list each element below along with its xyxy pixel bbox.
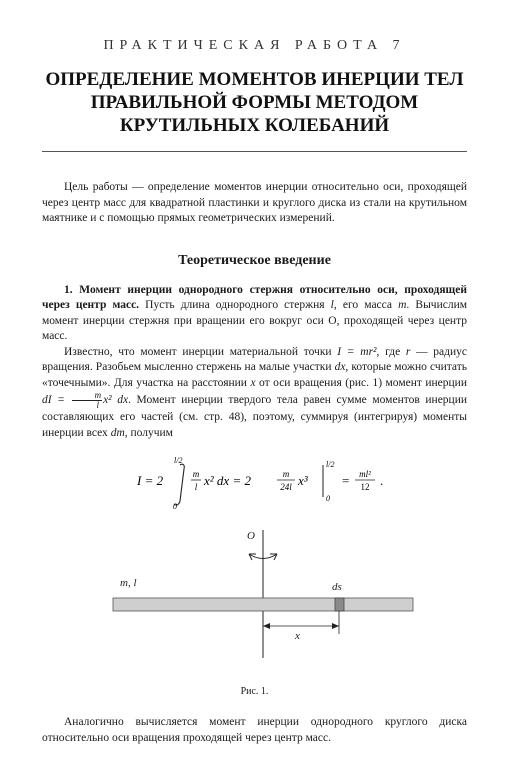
closing-paragraph: Аналогично вычисляется момент инерции однородного круглого диска относительно оси вращения проходящей через центр масс.	[42, 716, 467, 744]
frac3-den: 12	[360, 482, 370, 492]
fraction-denominator: l	[96, 400, 100, 410]
math-variable: x	[250, 376, 256, 389]
fraction-numerator: m	[72, 391, 103, 401]
figure-caption: Рис. 1.	[240, 686, 269, 697]
title-divider	[42, 151, 467, 152]
text-fragment: , где	[376, 345, 401, 358]
math-variable: r	[405, 345, 411, 358]
text-fragment: — радиус вращения. Разобьем мысленно стержень на малые участки	[42, 345, 467, 373]
element-label: ds	[332, 581, 342, 593]
distance-arrow-right	[332, 623, 339, 629]
text-fragment: , которые можно считать «точечными». Для участка на расстоянии	[42, 361, 468, 389]
section-title: Теоретическое введение	[178, 252, 331, 268]
inline-fraction	[72, 391, 103, 410]
frac1-den: l	[194, 482, 198, 492]
math-variable: dm	[110, 426, 125, 439]
title-line-2: ПРАВИЛЬНОЙ ФОРМЫ МЕТОДОМ	[90, 92, 419, 113]
formula-equals: =	[342, 473, 350, 488]
frac2-den: 24l	[280, 482, 292, 492]
text-fragment: , получим	[124, 426, 173, 439]
bar-lower-limit: 0	[326, 494, 330, 503]
paragraph-rod-moment	[42, 283, 467, 345]
goal-paragraph: Цель работы — определение моментов инерции относительно оси, проходящей через центр масс для квадратной пластинки и круглого диска из стали на крутильном маятнике и с помощью прямых геометрических измерений.	[42, 181, 467, 224]
frac3-num: ml²	[359, 469, 371, 479]
bar-upper-limit: l/2	[326, 460, 335, 469]
paragraph-heading: 1. Момент инерции однородного стержня относительно оси, проходящей через центр масс.	[42, 283, 467, 311]
rod-label: m, l	[120, 577, 137, 589]
frac2-num: m	[282, 469, 290, 479]
chapter-header: ПРАКТИЧЕСКАЯ РАБОТА 7	[103, 38, 406, 53]
integral-sign	[174, 464, 184, 505]
title-line-1: ОПРЕДЕЛЕНИЕ МОМЕНТОВ ИНЕРЦИИ ТЕЛ	[45, 69, 464, 90]
inline-formula: x² dx	[103, 394, 129, 407]
rod-element-ds	[335, 598, 344, 611]
math-variable: m	[398, 299, 407, 311]
formula-svg	[42, 451, 467, 511]
text-fragment: . Вычислим момент инерции стержня при вращении его вокруг оси О, проходящей через центр масс.	[42, 299, 468, 342]
text-fragment: . Момент инерции твердого тела равен сумме моментов инерции составляющих его частей (см. стр. 48), поэтому, суммируя (интегрируя) моменты инерции всех	[42, 394, 468, 439]
figure-svg	[42, 530, 467, 690]
text-fragment: Пусть длина однородного стержня	[145, 299, 325, 311]
paper-title	[42, 68, 467, 137]
inline-formula: dI =	[42, 394, 65, 407]
math-variable: dx	[334, 361, 346, 373]
text-fragment: , его масса	[333, 299, 392, 311]
formula-mid1: x² dx = 2	[204, 473, 251, 488]
figure-rod	[42, 530, 467, 705]
text-fragment: от оси вращения (рис. 1) момент инерции	[259, 376, 467, 389]
formula-mid2: x³	[298, 473, 308, 488]
math-variable: l	[330, 299, 334, 311]
distance-arrow-left	[263, 623, 270, 629]
text-fragment: Известно, что момент инерции материальной точки	[64, 345, 332, 358]
formula-lhs: I = 2	[137, 473, 164, 488]
page	[42, 0, 468, 744]
formula-end: .	[380, 473, 384, 488]
display-formula	[42, 451, 467, 511]
integral-upper-limit: l/2	[174, 456, 183, 465]
paragraph-point-moment	[42, 345, 467, 442]
inline-formula: I = mr²	[337, 345, 377, 358]
integral-lower-limit: 0	[173, 502, 177, 511]
rod	[113, 598, 413, 611]
distance-label: x	[295, 630, 300, 642]
title-line-3: КРУТИЛЬНЫХ КОЛЕБАНИЙ	[119, 115, 390, 136]
frac1-num: m	[192, 469, 200, 479]
axis-label: O	[247, 530, 255, 542]
